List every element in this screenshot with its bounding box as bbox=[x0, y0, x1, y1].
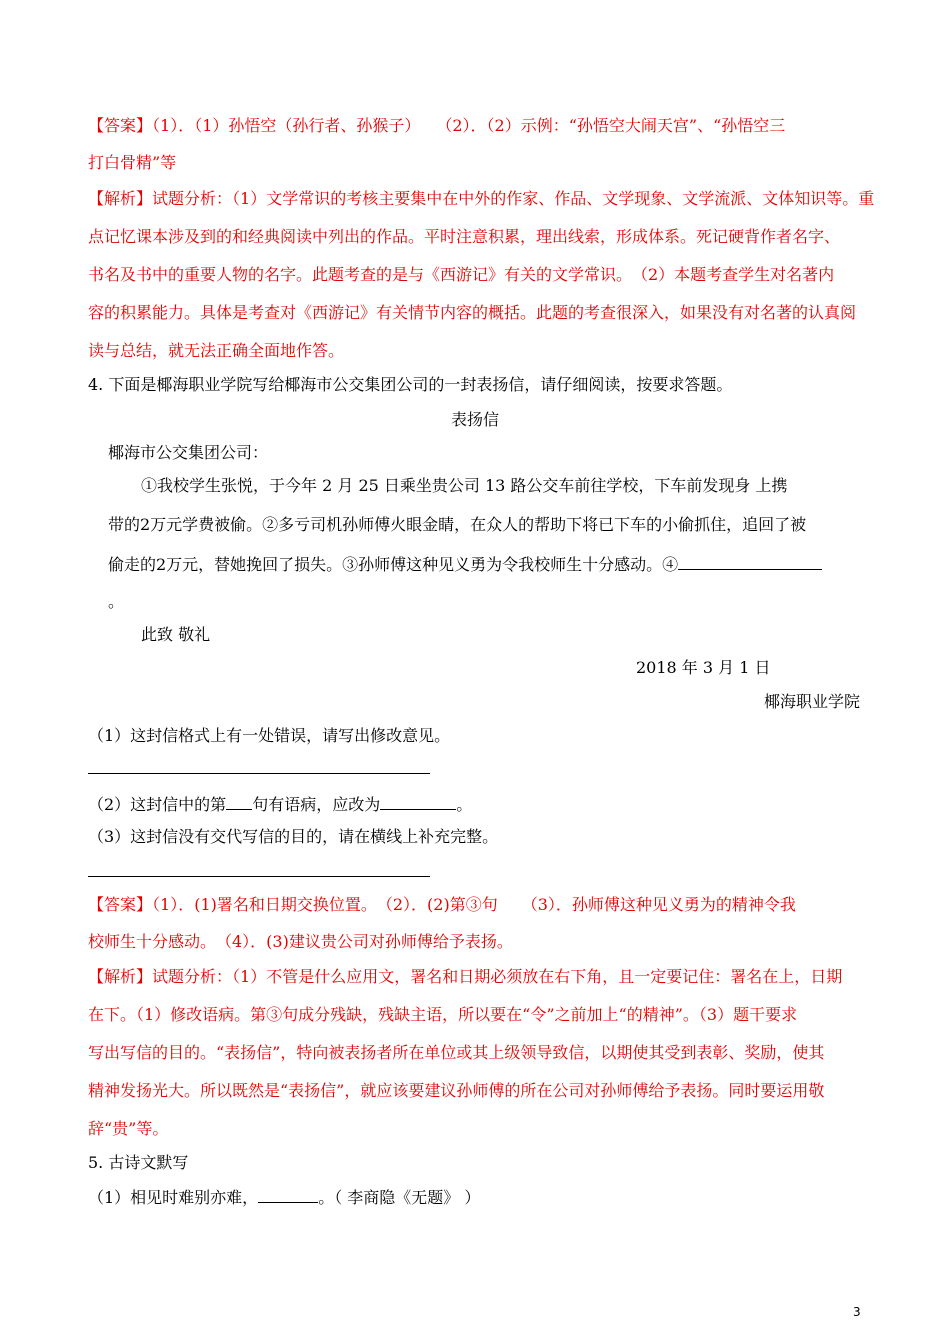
answer-blank-line bbox=[88, 876, 430, 877]
q4-sub-3: （3）这封信没有交代写信的目的，请在横线上补充完整。 bbox=[88, 827, 499, 846]
letter-closing: 此致 敬礼 bbox=[141, 625, 211, 644]
letter-title: 表扬信 bbox=[450, 410, 499, 429]
q3-analysis-line-5: 读与总结，就无法正确全面地作答。 bbox=[88, 341, 345, 360]
blank-line bbox=[678, 553, 822, 570]
analysis-tag: 【解析】 bbox=[88, 967, 153, 986]
letter-signature: 椰海职业学院 bbox=[764, 692, 861, 711]
blank-line bbox=[226, 793, 252, 810]
q4-analysis-line-5: 辞“贵”等。 bbox=[88, 1119, 169, 1138]
q3-analysis-line-2: 点记忆课本涉及到的和经典阅读中列出的作品。平时注意积累，理出线索，形成体系。死记硬背作者名字、 bbox=[88, 227, 841, 246]
analysis-text: 试题分析：（1）文学常识的考核主要集中在中外的作家、作品、文学现象、文学流派、文体知识等。重 bbox=[152, 189, 875, 208]
q4-analysis-line-2: 在下。（1）修改语病。第③句成分残缺，残缺主语，所以要在“令”之前加上“的精神”。（3）题干要求 bbox=[88, 1005, 798, 1024]
q4-stem: 4. 下面是椰海职业学院写给椰海市公交集团公司的一封表扬信，请仔细阅读，按要求答题。 bbox=[88, 375, 733, 394]
letter-body-line-4: 。 bbox=[108, 592, 125, 611]
q3-analysis-line-4: 容的积累能力。具体是考查对《西游记》有关情节内容的概括。此题的考查很深入，如果没有对名著的认真阅 bbox=[88, 303, 857, 322]
q5-sub-1 bbox=[88, 1186, 480, 1208]
answer-text: （1）．（1）孙悟空（孙行者、孙猴子） （2）．（2）示例：“孙悟空大闹天宫”、“孙悟空三 bbox=[152, 116, 786, 135]
q4-sub-2-text-a: （2）这封信中的第 bbox=[88, 795, 227, 814]
analysis-text: 试题分析：（1）不管是什么应用文，署名和日期必须放在右下角，且一定要记住：署名在上，日期 bbox=[152, 967, 843, 986]
q3-answer-line-2: 打白骨精”等 bbox=[88, 153, 177, 172]
letter-body-line-2: 带的2万元学费被偷。②多亏司机孙师傅火眼金睛，在众人的帮助下将已下车的小偷抓住，追回了被 bbox=[108, 515, 807, 534]
answer-text: （1）．(1)署名和日期交换位置。 （2）．(2)第③句 （3）．孙师傅这种见义勇为的精神令我 bbox=[152, 895, 796, 914]
letter-salutation: 椰海市公交集团公司： bbox=[108, 443, 269, 462]
q4-answer-line-1 bbox=[88, 895, 796, 915]
q4-analysis-line-4: 精神发扬光大。所以既然是“表扬信”，就应该要建议孙师傅的所在公司对孙师傅给予表扬。同时要运用敬 bbox=[88, 1081, 825, 1100]
q4-sub-2 bbox=[88, 793, 472, 815]
answer-blank-line bbox=[88, 773, 430, 774]
letter-date: 2018 年 3 月 1 日 bbox=[636, 658, 771, 677]
answer-tag: 【答案】 bbox=[88, 895, 153, 914]
q4-analysis-line-1 bbox=[88, 967, 842, 987]
q4-answer-line-2: 校师生十分感动。 （4）．(3)建议贵公司对孙师傅给予表扬。 bbox=[88, 932, 513, 951]
letter-body-text: 偷走的2万元，替她挽回了损失。③孙师傅这种见义勇为令我校师生十分感动。④ bbox=[108, 555, 679, 574]
q3-analysis-line-3: 书名及书中的重要人物的名字。此题考查的是与《西游记》有关的文学常识。 （2）本题考查学生对名著内 bbox=[88, 265, 835, 284]
letter-body-line-3 bbox=[108, 553, 822, 575]
analysis-tag: 【解析】 bbox=[88, 189, 153, 208]
q4-sub-1: （1）这封信格式上有一处错误，请写出修改意见。 bbox=[88, 726, 451, 745]
letter-body-line-1: ①我校学生张悦，于今年 2 月 25 日乘坐贵公司 13 路公交车前往学校，下车前发现身 上携 bbox=[141, 476, 788, 495]
q5-sub-1-text-a: （1）相见时难别亦难， bbox=[88, 1188, 259, 1207]
blank-line bbox=[258, 1186, 318, 1203]
q4-analysis-line-3: 写出写信的目的。“表扬信”，特向被表扬者所在单位或其上级领导致信，以期使其受到表彰、奖励，使其 bbox=[88, 1043, 825, 1062]
q5-stem: 5. 古诗文默写 bbox=[88, 1153, 189, 1172]
q5-sub-1-text-b: 。（ 李商隐《无题》 ） bbox=[318, 1188, 481, 1207]
blank-line bbox=[380, 793, 456, 810]
answer-tag: 【答案】 bbox=[88, 116, 153, 135]
q4-sub-2-text-c: 。 bbox=[456, 795, 473, 814]
q3-analysis-line-1 bbox=[88, 189, 874, 209]
page-number: 3 bbox=[853, 1305, 861, 1319]
q3-answer-line-1 bbox=[88, 116, 785, 136]
q4-sub-2-text-b: 句有语病，应改为 bbox=[252, 795, 381, 814]
